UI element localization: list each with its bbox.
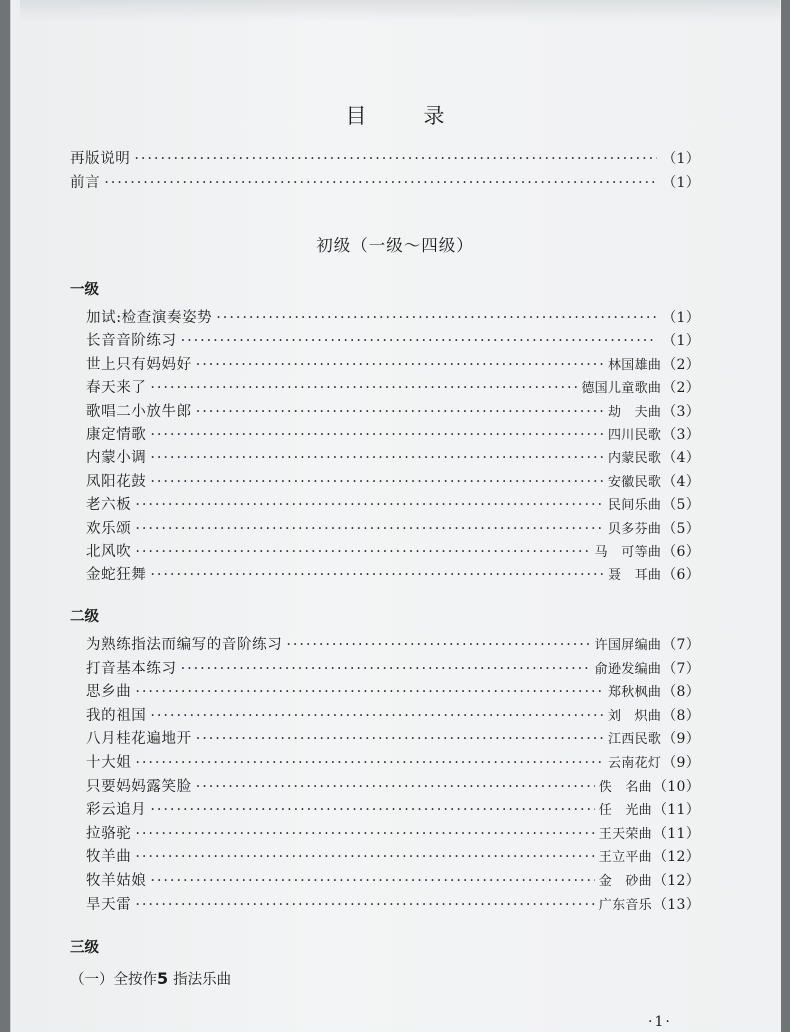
toc-entry-label: 康定情歌 <box>86 427 147 443</box>
dot-leader <box>150 471 604 493</box>
toc-row[interactable] <box>86 447 700 469</box>
toc-page-number: （1） <box>662 175 700 191</box>
toc-entry-label: 牧羊曲 <box>86 849 132 866</box>
dot-leader <box>150 564 604 586</box>
toc-composer: 贝多芬曲 <box>607 521 662 537</box>
toc-composer: 云南花灯 <box>607 756 662 771</box>
dot-leader <box>181 330 658 352</box>
toc-composer: 内蒙民歌 <box>607 451 662 467</box>
toc-page-number: （9） <box>662 731 700 748</box>
toc-entry-info <box>608 564 700 587</box>
toc-page-number: （11） <box>652 802 700 819</box>
toc-row[interactable] <box>86 330 700 352</box>
toc-entry-label: 前言 <box>70 175 101 191</box>
page-number: ·1· <box>648 1014 672 1030</box>
toc-entry-info <box>608 401 700 424</box>
toc-entry-info <box>595 634 700 657</box>
toc-entry-info <box>599 776 700 799</box>
dot-leader <box>150 377 577 399</box>
toc-entry-label: 北风吹 <box>86 544 132 560</box>
toc-row[interactable] <box>86 541 700 563</box>
toc-entry-label: 我的祖国 <box>86 707 147 724</box>
toc-page-number: （6） <box>662 567 700 584</box>
toc-entry-label: 旱天雷 <box>86 896 132 913</box>
toc-entry-label: 只要妈妈露笑脸 <box>86 778 192 795</box>
dot-leader <box>150 870 594 892</box>
toc-composer: 民间乐曲 <box>607 498 662 514</box>
toc-row[interactable] <box>86 846 700 868</box>
toc-page-number: （7） <box>662 660 700 677</box>
toc-composer: 王天荣曲 <box>598 826 652 842</box>
toc-entry-info <box>599 799 700 822</box>
toc-row[interactable] <box>86 401 700 423</box>
toc-row[interactable] <box>86 799 700 821</box>
toc-entry-label: 拉骆驼 <box>86 825 132 842</box>
toc-entry-label: 打音基本练习 <box>86 660 177 677</box>
toc-entry-info <box>608 447 700 470</box>
level-heading-3: 三级 <box>70 940 99 956</box>
toc-page-number: （8） <box>662 684 700 701</box>
dot-leader <box>104 172 657 194</box>
toc-entry-label: 歌唱二小放牛郎 <box>86 403 192 420</box>
toc-composer: 聂 耳曲 <box>607 568 662 584</box>
toc-entry-label: 加试:检查演奏姿势 <box>86 310 213 326</box>
toc-composer: 广东音乐 <box>598 897 652 913</box>
toc-row[interactable] <box>86 564 700 586</box>
toc-page-number: （12） <box>652 849 700 866</box>
toc-entry-label: 长音音阶练习 <box>86 333 177 350</box>
toc-row[interactable] <box>86 634 700 656</box>
toc-entry-info <box>595 658 700 681</box>
dot-leader <box>135 681 604 703</box>
toc-entry-info <box>599 870 700 893</box>
page-title: 目 录 <box>345 104 463 128</box>
toc-entry-info <box>608 518 700 541</box>
toc-composer: 俞逊发编曲 <box>594 661 662 677</box>
subsection-note: 5 <box>157 969 169 988</box>
dot-leader <box>150 447 604 469</box>
toc-row[interactable] <box>86 681 700 703</box>
toc-entry-info <box>608 494 700 517</box>
toc-entry-label: 凤阳花鼓 <box>86 473 147 490</box>
toc-composer: 德国儿童歌曲 <box>581 381 662 397</box>
toc-row[interactable] <box>86 752 700 774</box>
dot-leader <box>216 307 657 329</box>
toc-entry-label: 牧羊姑娘 <box>86 873 147 889</box>
toc-row-front-1[interactable] <box>70 172 700 194</box>
toc-page-number: （1） <box>662 333 700 350</box>
toc-entry-info <box>581 377 700 400</box>
toc-page-number: （13） <box>652 896 700 913</box>
toc-composer: 许国屏编曲 <box>594 638 662 653</box>
toc-composer: 任 光曲 <box>598 803 652 819</box>
toc-page-number: （7） <box>662 637 700 653</box>
toc-entry-info <box>608 705 700 728</box>
toc-page-number: （9） <box>662 755 700 771</box>
toc-row[interactable] <box>86 776 700 798</box>
subsection-heading <box>70 968 231 989</box>
toc-page-number: （2） <box>662 356 700 373</box>
toc-entry-info <box>608 728 700 751</box>
toc-entry-info <box>661 330 700 353</box>
toc-entry-label: 思乡曲 <box>86 684 132 701</box>
toc-entry-label: 彩云追月 <box>86 802 147 819</box>
toc-row[interactable] <box>86 518 700 540</box>
toc-entry-label: 金蛇狂舞 <box>86 567 147 584</box>
toc-page-number: （6） <box>662 544 700 560</box>
subsection-prefix: （一）全按作 <box>70 972 157 988</box>
dot-leader <box>196 401 604 423</box>
toc-composer: 安徽民歌 <box>607 474 662 490</box>
toc-entry-info <box>595 541 700 564</box>
dot-leader <box>150 424 604 446</box>
toc-entry-info <box>599 894 700 917</box>
toc-composer: 王立平曲 <box>598 850 652 866</box>
toc-row-front-0[interactable] <box>70 148 700 170</box>
toc-row[interactable] <box>86 728 700 750</box>
toc-composer: 江西民歌 <box>607 732 662 748</box>
dot-leader <box>181 658 591 680</box>
toc-row[interactable] <box>86 307 700 329</box>
subsection-suffix: 指法乐曲 <box>173 972 232 988</box>
toc-entry-info <box>661 307 700 330</box>
dot-leader <box>286 634 590 656</box>
toc-row[interactable] <box>86 894 700 916</box>
toc-entry-info <box>608 752 700 775</box>
toc-composer: 四川民歌 <box>607 428 662 443</box>
toc-page-number: （5） <box>662 497 700 514</box>
toc-composer: 马 可等曲 <box>594 545 662 560</box>
dot-leader <box>135 752 604 774</box>
toc-row[interactable] <box>86 354 700 376</box>
toc-entry-label: 内蒙小调 <box>86 450 147 467</box>
toc-entry-info <box>608 424 700 447</box>
dot-leader <box>135 518 604 540</box>
dot-leader <box>134 148 657 170</box>
toc-page-number: （11） <box>652 825 700 842</box>
toc-entry-label: 十大姐 <box>86 755 132 771</box>
level-heading-1: 一级 <box>70 282 99 298</box>
toc-page-number: （3） <box>662 403 700 420</box>
toc-entry-info <box>599 846 700 869</box>
toc-page-number: （1） <box>662 151 700 167</box>
dot-leader <box>196 728 604 750</box>
toc-composer: 刘 炽曲 <box>607 708 662 724</box>
toc-entry-label: 再版说明 <box>70 151 131 167</box>
toc-page-number: （4） <box>662 450 700 467</box>
dot-leader <box>135 823 594 845</box>
toc-page-number: （5） <box>662 520 700 537</box>
toc-composer: 佚 名曲 <box>598 779 652 795</box>
toc-composer: 金 砂曲 <box>598 874 652 889</box>
toc-composer: 林国雄曲 <box>607 357 662 373</box>
toc-row[interactable] <box>86 471 700 493</box>
toc-row[interactable] <box>86 377 700 399</box>
toc-entry-label: 为熟练指法而编写的音阶练习 <box>86 637 283 653</box>
toc-composer: 郑秋枫曲 <box>607 685 662 701</box>
toc-entry-label: 春天来了 <box>86 380 147 397</box>
toc-entry-info <box>608 471 700 494</box>
toc-entry-label: 老六板 <box>86 497 132 514</box>
dot-leader <box>196 776 595 798</box>
toc-page-number: （4） <box>662 473 700 490</box>
toc-row[interactable] <box>86 870 700 892</box>
toc-row[interactable] <box>86 494 700 516</box>
toc-row[interactable] <box>86 658 700 680</box>
dot-leader <box>135 846 594 868</box>
toc-page-number: （2） <box>662 380 700 397</box>
dot-leader <box>135 494 604 516</box>
toc-page-number: （8） <box>662 707 700 724</box>
dot-leader <box>150 799 594 821</box>
toc-row[interactable] <box>86 424 700 446</box>
toc-page-number: （3） <box>662 427 700 443</box>
page-shadow <box>20 0 780 22</box>
toc-entry-info <box>608 354 700 377</box>
toc-composer: 劫 夫曲 <box>607 404 662 420</box>
dot-leader <box>135 894 594 916</box>
level-heading-2: 二级 <box>70 609 99 625</box>
toc-entry-info <box>599 823 700 846</box>
toc-row[interactable] <box>86 705 700 727</box>
dot-leader <box>150 705 604 727</box>
toc-page-number: （1） <box>662 310 700 326</box>
toc-entry-label: 欢乐颂 <box>86 520 132 537</box>
dot-leader <box>196 354 604 376</box>
toc-entry-label: 八月桂花遍地开 <box>86 731 192 748</box>
toc-row[interactable] <box>86 823 700 845</box>
section-title: 初级（一级～四级） <box>316 236 474 255</box>
toc-page-number: （12） <box>652 873 700 889</box>
dot-leader <box>135 541 590 563</box>
toc-entry-label: 世上只有妈妈好 <box>86 356 192 373</box>
toc-entry-info <box>608 681 700 704</box>
toc-page-number: （10） <box>652 778 700 795</box>
